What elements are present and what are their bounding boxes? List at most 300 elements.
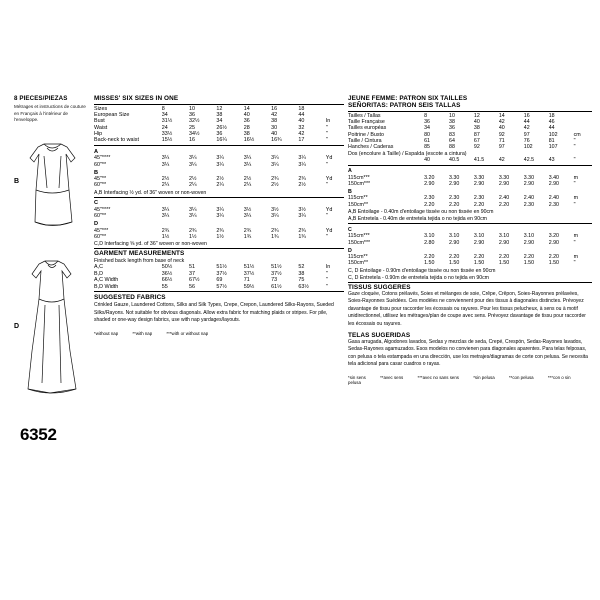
cell: 36 [449, 125, 455, 132]
row-label: Hanches / Caderas [348, 144, 394, 151]
cell: 3.10 [523, 233, 535, 240]
cell: 102 [523, 144, 533, 151]
cell: 3.30 [498, 174, 510, 181]
cell: 38 [473, 125, 480, 132]
cell: 3¼ [298, 213, 306, 220]
cell: 44 [523, 118, 530, 125]
interfacing-ab-fr: A,B Entoilage - 0.40m d'entoilage tissée ou non tissée en 90cm [348, 209, 494, 216]
cell: 34 [216, 118, 223, 125]
cell: 63½ [298, 283, 309, 290]
cell: 88 [449, 144, 455, 151]
cell: 1½ [161, 234, 170, 241]
cell: 51½ [243, 264, 255, 271]
garment-measurements-table [94, 264, 344, 290]
row-label: A,C Width [94, 277, 119, 284]
cell: 2.90 [498, 239, 510, 246]
cell: 2.20 [498, 253, 510, 260]
cell: 3¼ [216, 155, 224, 162]
cell: 67 [473, 138, 480, 145]
cell: 42 [523, 125, 530, 132]
fabrics-title-fr: TISSUS SUGGERES [348, 283, 411, 291]
divider [348, 111, 592, 112]
divider [94, 291, 344, 292]
cell: 3¼ [243, 213, 252, 220]
cell: 2.90 [424, 181, 435, 187]
cell: 3.30 [473, 174, 485, 181]
row-label: 150cm*** [348, 181, 371, 187]
cell: 12 [473, 112, 480, 119]
cell: 16¾ [271, 137, 282, 144]
footnote-item: ***avec no sans sens [417, 375, 459, 381]
cell-unit: " [325, 131, 328, 138]
cell: 1.50 [498, 260, 510, 267]
english-title: MISSES' SIX SIZES IN ONE [94, 95, 179, 102]
cell: 42 [498, 157, 505, 164]
row-label: 60"** [94, 161, 107, 168]
cell: 2¾ [161, 227, 170, 234]
cell-unit: " [325, 161, 328, 168]
row-label: Back-neck to waist [94, 137, 139, 144]
footnote-item: *without nap [94, 330, 119, 336]
group-label: D [348, 247, 352, 254]
cell: 3½ [243, 206, 252, 213]
row-label: 115cm*** [348, 233, 370, 240]
size-chart-en [94, 106, 344, 144]
cell: 2.20 [523, 253, 535, 260]
cell: 2.20 [424, 253, 435, 260]
cell: 3¼ [161, 155, 170, 162]
interfacing-cd-en: C,D Interfacing ⅝ yd. of 36" woven or non-woven [94, 241, 207, 248]
divider [348, 223, 592, 224]
row-label: 60"** [94, 213, 107, 220]
row-label: B,D Width [94, 283, 119, 290]
footnote-item: *sin sens [348, 375, 366, 381]
cell: 3¼ [216, 206, 224, 213]
cell-unit: " [325, 234, 328, 241]
cell: 40 [298, 118, 305, 125]
cell-unit: Yd [325, 206, 333, 213]
cell: 2.20 [498, 201, 510, 208]
cell: 1.50 [523, 260, 535, 267]
cell: 2.40 [548, 195, 559, 202]
divider [348, 165, 592, 166]
row-label: 45"** [94, 176, 107, 183]
cell-unit: " [325, 182, 328, 189]
cell: 3¼ [298, 161, 306, 168]
cell: 2.20 [424, 201, 435, 208]
cell: 2.30 [548, 201, 559, 208]
cell: 107 [548, 144, 558, 151]
footnotes-fres [348, 375, 592, 385]
footnote-item: ***con o sin pelusa [348, 375, 571, 386]
cell: 42 [271, 111, 278, 118]
footnotes-en [94, 331, 344, 336]
cell: 102 [548, 131, 558, 138]
cell-unit: m [573, 174, 579, 181]
cell: 2¾ [243, 227, 252, 234]
cell: 71 [498, 138, 505, 145]
cell: 3½ [298, 206, 306, 213]
divider [94, 145, 344, 146]
cell: 85 [424, 144, 430, 151]
row-label: Bust [94, 118, 105, 125]
cell-unit: m [573, 233, 579, 240]
cell: 3¼ [189, 155, 197, 162]
cell: 2.30 [449, 195, 460, 202]
cell: 2.90 [498, 181, 510, 187]
group-row [94, 168, 344, 176]
cell: 34 [424, 125, 430, 132]
cell: 1.50 [473, 260, 485, 267]
cell: 2.90 [473, 239, 485, 246]
footnote-item: *sin pelusa [473, 375, 495, 381]
yardage-a-en [94, 147, 344, 189]
cell: 24 [161, 124, 168, 131]
cell: 2.90 [523, 239, 535, 246]
garment-measurements-title: GARMENT MEASUREMENTS [94, 250, 185, 258]
cell: 61½ [271, 283, 282, 290]
cell: 2¾ [271, 227, 279, 234]
table-row [94, 284, 344, 290]
cell: 40 [271, 131, 278, 138]
cell: 18 [298, 105, 305, 112]
cell-unit: m [573, 253, 579, 260]
cell: 1¾ [243, 234, 252, 241]
cell: 38 [243, 131, 250, 138]
row-label: Tailles / Tallas [348, 112, 381, 119]
cell: 73 [271, 277, 278, 284]
size-chart-en-body [94, 106, 344, 144]
figure-b-label: B [14, 177, 20, 185]
cell: 1½ [216, 234, 224, 241]
cell-unit: " [325, 124, 328, 131]
cell: 3.10 [498, 233, 510, 240]
cell: 14 [243, 105, 250, 112]
cell: 8 [424, 112, 428, 119]
cell: 51 [189, 264, 196, 271]
cell: 38 [449, 118, 455, 125]
cell: 64 [449, 138, 455, 145]
cell: 2.90 [449, 239, 460, 246]
row-label: Tailles européas [348, 125, 387, 132]
cell: 3¼ [271, 161, 279, 168]
cell: 40.5 [449, 157, 460, 164]
cell-unit: m [573, 195, 579, 202]
cell: 3¼ [271, 155, 279, 162]
cell: 2¼ [216, 182, 224, 189]
cell: 2.20 [449, 201, 460, 208]
row-label: A,C [94, 264, 103, 271]
cell-unit: " [573, 201, 576, 208]
group-row [348, 225, 592, 233]
cell: 3.40 [548, 174, 559, 181]
row-label: 115cm** [348, 195, 368, 202]
cell: 2.20 [473, 201, 485, 208]
group-row [94, 220, 344, 228]
french-spanish-column [348, 95, 592, 495]
cell: 36½ [161, 270, 173, 277]
interfacing-cd-es: C, D Entretela - 0.90m de entretela tejida o no tejida en 90cm [348, 274, 490, 281]
cell: 42.5 [523, 157, 535, 164]
cell-unit: In [325, 118, 331, 125]
cell: 3¼ [189, 161, 197, 168]
cell: 3¼ [161, 206, 170, 213]
cell: 2½ [298, 182, 306, 189]
row-label: Waist [94, 124, 108, 131]
yardage-ab-fres [348, 167, 592, 209]
cell: 83 [449, 131, 455, 138]
cell: 92 [473, 144, 480, 151]
group-row [94, 199, 344, 207]
cell: 92 [498, 131, 505, 138]
interfacing-ab-es: A,B Entretela - 0.40m de entretela tejida o no tejida en 90cm [348, 216, 487, 223]
cell: 2¾ [271, 176, 279, 183]
cell: 3¼ [243, 155, 252, 162]
fabrics-title-es: TELAS SUGERIDAS [348, 331, 411, 339]
cell: 37½ [271, 270, 282, 277]
row-label: 45"*** [94, 227, 109, 234]
cell: 87 [473, 131, 480, 138]
row-label-spacer [348, 157, 424, 163]
cell: 34 [161, 111, 168, 118]
cell: 10 [449, 112, 455, 119]
cell-unit: " [573, 138, 576, 145]
fabrics-body-fr: Gaze cloquée, Cotons prélavés, Soies et mélanges de soie, Crêpe, Crêpon, Soies-Rayonnes prélavées, Soies-Rayonnes Suédées. Ces modèles ne conviennent pour des tissus à diagonales distinctes. Prévoyez davantage de tissu pour raccorder les écossais ou rayures. Pour les tissus pelucheux, à sens ou à motif unidirectionnel, utilisez les métrages/plan de coupe avec sens. Prévoyez davantage de tissu pour raccorder les écossais ou rayures. [348, 290, 586, 328]
cell-unit: Yd [325, 155, 333, 162]
cell: 59½ [243, 283, 255, 290]
cell: 2.20 [473, 253, 485, 260]
cell: 1.50 [449, 260, 460, 267]
table-row [348, 157, 592, 163]
dress-d-illustration [14, 251, 92, 401]
cell: 2.90 [523, 181, 535, 187]
cell-unit: " [325, 277, 328, 284]
cell: 2½ [271, 182, 279, 189]
figure-b-wrap [14, 130, 92, 245]
cell: 2.20 [548, 253, 559, 260]
cell: 17 [298, 137, 305, 144]
cell: 16 [523, 112, 530, 119]
cell: 37 [189, 270, 196, 277]
cell: 16 [271, 105, 278, 112]
suggested-fabrics-body: Crinkled Gauze, Laundered Cottons, Silks and Silk Types, Crepe, Crepon, Laundered Silks-Rayons, Sueded Silks/Rayons. Not suitable for obvious diagonals. Allow extra fabric for matching plaids or stripes. For pile, shaded or one-way design fabrics, use with nap yardages/layouts. [94, 301, 334, 324]
cell: 1¾ [298, 234, 306, 241]
cell: 2¼ [161, 182, 170, 189]
divider [94, 248, 344, 249]
cell: 34½ [189, 131, 200, 138]
cell: 44 [548, 125, 555, 132]
cell-unit: " [573, 181, 576, 187]
cell: 1¾ [271, 234, 279, 241]
group-label: C [94, 200, 99, 207]
row-label: European Size [94, 111, 130, 118]
cell: 37½ [243, 270, 255, 277]
cell: 3¼ [189, 213, 197, 220]
cell: 38 [216, 111, 223, 118]
group-label: C [348, 226, 352, 233]
cell: 36 [189, 111, 196, 118]
cell: 18 [548, 112, 555, 119]
group-label: A [348, 168, 352, 175]
cell: 43 [548, 157, 555, 164]
row-label: 115cm** [348, 253, 368, 260]
row-label: 60"** [94, 234, 107, 241]
cell-unit: " [573, 260, 576, 267]
cell: 33½ [161, 131, 173, 138]
cell: 3¼ [298, 155, 306, 162]
cell-unit: " [325, 213, 328, 220]
footnote-item: **with nap [132, 330, 153, 336]
cell: 16 [189, 137, 196, 144]
cell: 52 [298, 264, 305, 271]
group-row [348, 167, 592, 175]
french-instructions-note: Métrages et instructions de couture en Français à l'intérieur de l'enveloppe. [14, 104, 86, 123]
row-label: Taille / Cintura [348, 138, 382, 145]
cell: 38 [298, 270, 305, 277]
cell: 2½ [189, 176, 197, 183]
cell: 30 [271, 124, 278, 131]
row-label: B,D [94, 270, 103, 277]
cell: 44 [298, 111, 305, 118]
cell: 81 [548, 138, 555, 145]
pattern-number: 6352 [20, 425, 57, 444]
cell: 1.50 [424, 260, 435, 267]
cell: 97 [523, 131, 530, 138]
row-label: 115cm*** [348, 174, 370, 181]
cell: 3¼ [216, 213, 224, 220]
cell: 51½ [271, 264, 282, 271]
cell-unit: In [325, 264, 331, 271]
interfacing-ab-en: A,B Interfacing ½ yd. of 36" woven or non-woven [94, 189, 207, 196]
cell: 3.10 [473, 233, 485, 240]
row-label: Poitrine / Busto [348, 131, 384, 138]
cell: 56 [189, 283, 196, 290]
cell: 2.90 [548, 239, 559, 246]
cell: 69 [216, 277, 223, 284]
fabrics-body-es: Gasa arrugada, Algodones lavados, Sedas y mezclas de seda, Crepé, Crespón, Sedas-Rayones lavados, Sedas-Rayones agamuzados. Esos modelos no convienen para diagonales aparentes. Para telas felposas, con pelusa o tela estampada en una dirección, use los metrajes/diagramas de corte con pelusa. Se necesita tela adicional para casar cuadros o rayas. [348, 338, 588, 368]
cell: 25 [189, 124, 196, 131]
cell: 3¼ [216, 161, 224, 168]
cell: 46 [548, 118, 555, 125]
cell: 51½ [216, 264, 227, 271]
cell: 3¼ [243, 161, 252, 168]
group-row [348, 246, 592, 254]
cell: 16½ [243, 137, 255, 144]
cell-unit: " [573, 144, 576, 151]
cell: 57½ [216, 283, 227, 290]
interfacing-cd-fr: C, D Entoilage - 0.90m d'entoilage tissée ou non tissée en 90cm [348, 267, 496, 274]
cell: 2.30 [473, 195, 485, 202]
group-label: A [94, 148, 99, 155]
cell: 26½ [216, 124, 227, 131]
row-label: Taille Française [348, 118, 385, 125]
cell: 2.80 [424, 239, 435, 246]
cell: 2.90 [548, 181, 559, 187]
cell: 3.10 [424, 233, 435, 240]
cell: 40 [424, 157, 430, 164]
row-label: 60"** [94, 182, 107, 189]
cell: 71 [243, 277, 250, 284]
yardage-cd-fres [348, 225, 592, 267]
cell: 41.5 [473, 157, 485, 164]
cell: 2¼ [189, 182, 197, 189]
row-label: Hip [94, 131, 103, 138]
cell: 2.90 [449, 181, 460, 187]
cell: 2.20 [449, 253, 460, 260]
cell: 2¼ [243, 182, 252, 189]
illustration-column [14, 95, 92, 495]
cell: 3.30 [523, 174, 535, 181]
cell: 55 [161, 283, 168, 290]
pieces-count: 8 PIECES/PIEZAS [14, 95, 68, 102]
cell: 40 [473, 118, 480, 125]
group-row [348, 187, 592, 195]
cell-unit: " [325, 137, 328, 144]
group-label: D [94, 221, 99, 228]
row-label: 45"**** [94, 155, 111, 162]
cell: 1½ [189, 234, 197, 241]
cell: 32½ [189, 118, 200, 125]
row-label: 45"**** [94, 206, 111, 213]
cell-unit: " [325, 283, 328, 290]
cell: 36 [243, 118, 250, 125]
cell: 3¼ [161, 161, 170, 168]
cell: 15½ [161, 137, 173, 144]
group-row [94, 147, 344, 155]
cell-unit: " [573, 157, 576, 164]
french-title: JEUNE FEMME: PATRON SIX TAILLES [348, 95, 468, 102]
cell: 32 [298, 124, 305, 131]
cell: 12 [216, 105, 223, 112]
cell: 2.90 [473, 181, 485, 187]
divider [348, 282, 592, 283]
cell: 97 [498, 144, 505, 151]
group-label: B [348, 188, 352, 195]
cell: 50½ [161, 264, 173, 271]
cell: 2.30 [523, 201, 535, 208]
cell: 28 [243, 124, 250, 131]
row-label: Dos (encolure à Taille) / Espalda (escote a cintura) [348, 150, 467, 157]
cell: 2¾ [189, 227, 197, 234]
cell: 40 [243, 111, 250, 118]
cell-unit: cm [573, 131, 581, 138]
cell: 2.30 [424, 195, 435, 202]
cell: 2½ [216, 176, 224, 183]
content-sheet [8, 95, 592, 495]
cell: 75 [298, 277, 305, 284]
cell: 2½ [161, 176, 170, 183]
row-label: 150cm*** [348, 239, 371, 246]
cell-unit: Yd [325, 227, 333, 234]
dress-b-illustration [14, 130, 92, 245]
cell: 2¾ [298, 227, 306, 234]
divider [94, 197, 344, 198]
size-chart-fres [348, 113, 592, 164]
cell: 3.10 [449, 233, 460, 240]
cell: 1.50 [548, 260, 559, 267]
row-label: Sizes [94, 105, 108, 112]
figure-d-label: D [14, 322, 20, 330]
footnote-item: **avec sens [380, 375, 404, 381]
cell: 61 [424, 138, 430, 145]
cell: 76 [523, 138, 530, 145]
cell: 37½ [216, 270, 227, 277]
row-label: 150cm** [348, 201, 369, 208]
cell: 36 [424, 118, 430, 125]
yardage-cd-en [94, 199, 344, 241]
cell: 3¼ [189, 206, 197, 213]
table-row [94, 137, 344, 143]
